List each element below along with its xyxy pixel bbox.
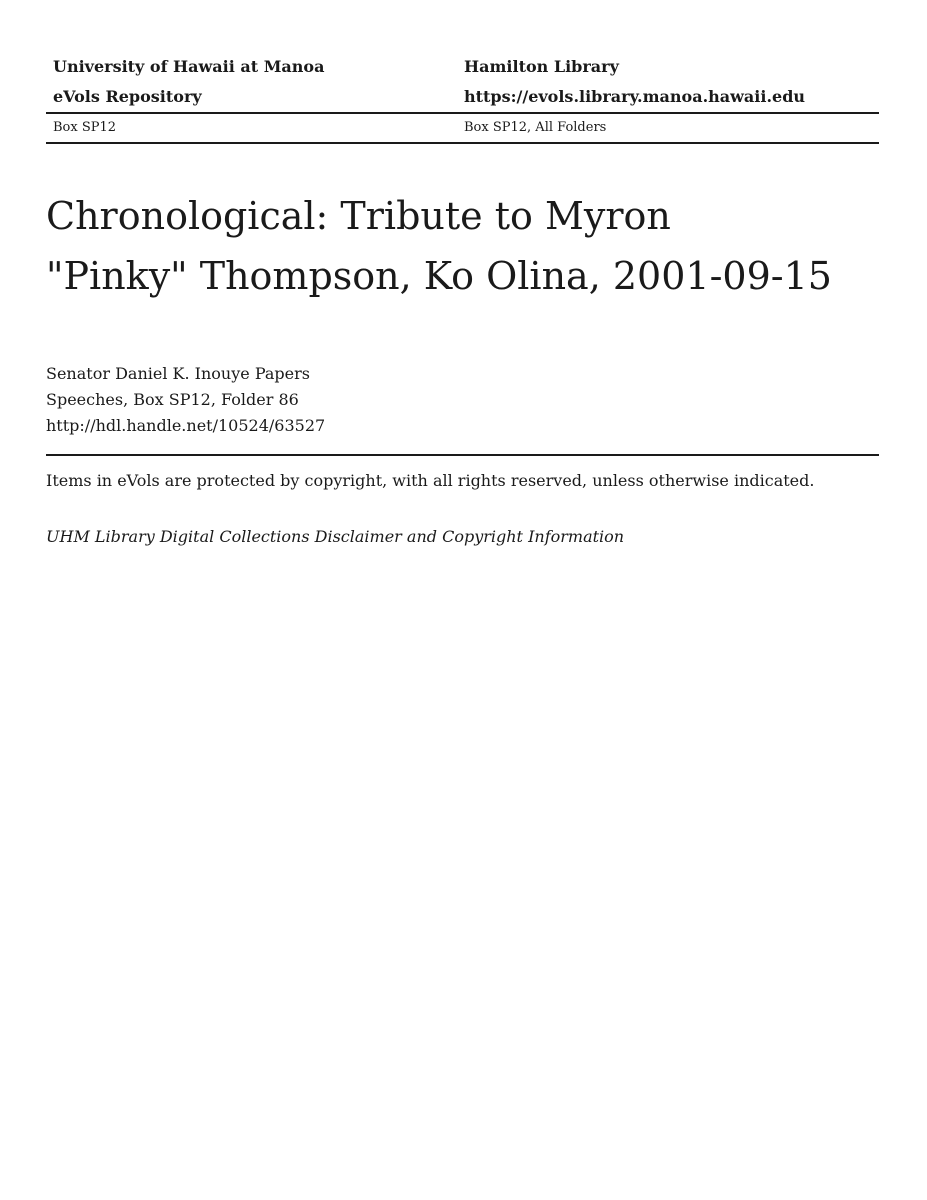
header-row-2	[46, 82, 879, 112]
repository-url[interactable]: https://evols.library.manoa.hawaii.edu	[464, 87, 806, 106]
folder-location: Speeches, Box SP12, Folder 86	[46, 390, 299, 409]
box-label-left: Box SP12	[53, 120, 117, 135]
header-row-3	[46, 114, 879, 142]
title-line-2: "Pinky" Thompson, Ko Olina, 2001-09-15	[46, 254, 832, 298]
library-name: Hamilton Library	[464, 57, 619, 76]
header-divider-bottom	[46, 142, 879, 144]
box-label-right: Box SP12, All Folders	[464, 120, 607, 135]
disclaimer-link[interactable]: UHM Library Digital Collections Disclaimer and Copyright Information	[46, 527, 625, 546]
document-title	[46, 186, 879, 306]
title-line-1: Chronological: Tribute to Myron	[46, 194, 671, 238]
header-row-1	[46, 52, 879, 82]
footer-divider	[46, 454, 879, 456]
header-block	[46, 52, 879, 144]
collection-name: Senator Daniel K. Inouye Papers	[46, 364, 310, 383]
document-metadata	[46, 361, 879, 439]
institution-name: University of Hawaii at Manoa	[53, 57, 325, 76]
handle-link[interactable]: http://hdl.handle.net/10524/63527	[46, 416, 326, 435]
copyright-notice: Items in eVols are protected by copyright, with all rights reserved, unless otherwise indicated.	[46, 471, 815, 490]
repository-name: eVols Repository	[53, 87, 202, 106]
